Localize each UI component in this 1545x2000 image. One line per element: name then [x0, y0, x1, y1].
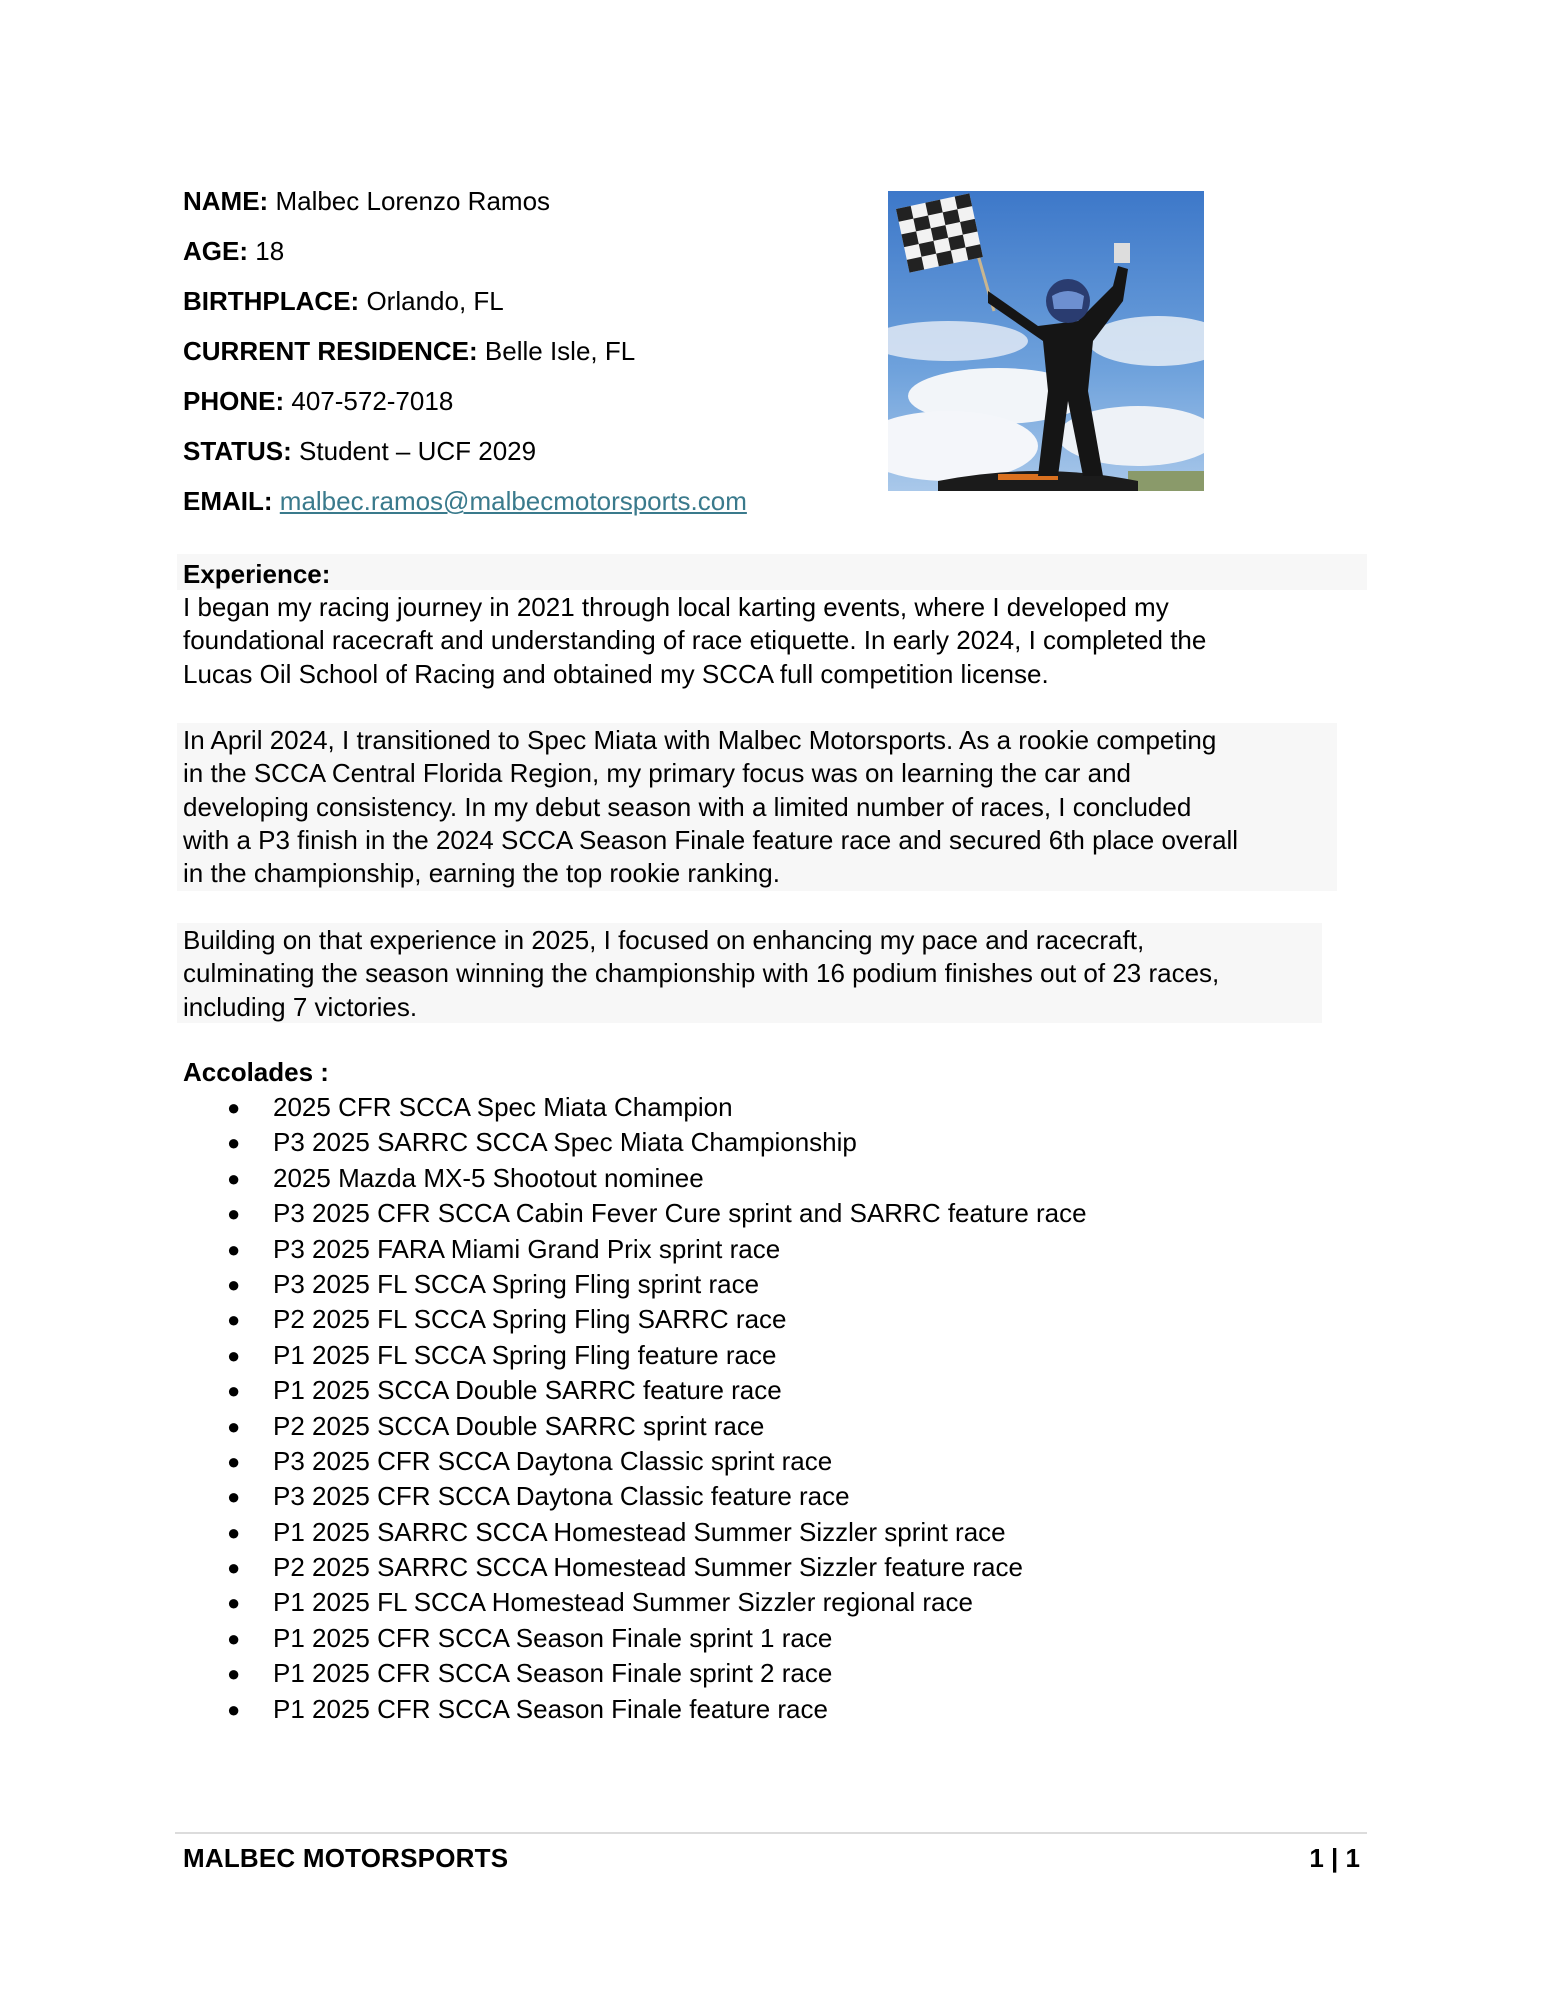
accolade-text: P3 2025 CFR SCCA Daytona Classic feature race	[273, 1481, 850, 1512]
footer-page-number: 1 | 1	[1309, 1843, 1360, 1873]
accolade-item	[183, 1515, 1087, 1550]
phone-label: PHONE:	[183, 386, 285, 416]
bullet-icon: ●	[227, 1342, 241, 1368]
footer-divider	[175, 1832, 1367, 1834]
accolade-item	[183, 1196, 1087, 1231]
accolades-heading: Accolades :	[183, 1057, 329, 1087]
experience-paragraph-2	[183, 724, 1238, 890]
paragraph-line: in the SCCA Central Florida Region, my primary focus was on learning the car and	[183, 758, 1131, 789]
bullet-icon: ●	[227, 1201, 241, 1227]
accolade-text: P1 2025 CFR SCCA Season Finale sprint 1 race	[273, 1622, 833, 1653]
experience-heading: Experience:	[183, 559, 331, 589]
paragraph-line: foundational racecraft and understanding of race etiquette. In early 2024, I completed the	[183, 625, 1207, 656]
experience-heading-highlight	[177, 554, 1367, 590]
accolade-text: P3 2025 SARRC SCCA Spec Miata Championship	[273, 1127, 857, 1158]
accolade-item	[183, 1692, 1087, 1727]
accolade-text: P1 2025 FL SCCA Spring Fling feature race	[273, 1339, 777, 1370]
email-link[interactable]: malbec.ramos@malbecmotorsports.com	[279, 486, 747, 516]
accolade-text: P1 2025 CFR SCCA Season Finale sprint 2 race	[273, 1658, 833, 1689]
email-row	[183, 486, 747, 516]
accolade-text: P3 2025 CFR SCCA Cabin Fever Cure sprint and SARRC feature race	[273, 1198, 1087, 1229]
accolade-item	[183, 1444, 1087, 1479]
residence-row	[183, 336, 635, 366]
residence-label: CURRENT RESIDENCE:	[183, 336, 478, 366]
status-row	[183, 436, 536, 466]
accolade-text: P2 2025 FL SCCA Spring Fling SARRC race	[273, 1304, 787, 1335]
age-value: 18	[255, 236, 285, 266]
bullet-icon: ●	[227, 1448, 241, 1474]
paragraph-line: with a P3 finish in the 2024 SCCA Season Finale feature race and secured 6th place overall	[183, 824, 1239, 855]
bullet-icon: ●	[227, 1484, 241, 1510]
bullet-icon: ●	[227, 1165, 241, 1191]
accolade-text: P3 2025 FL SCCA Spring Fling sprint race	[273, 1268, 760, 1299]
footer-company: MALBEC MOTORSPORTS	[183, 1843, 509, 1873]
bullet-icon: ●	[227, 1625, 241, 1651]
birthplace-row	[183, 286, 504, 316]
paragraph-line: Building on that experience in 2025, I focused on enhancing my pace and racecraft,	[183, 925, 1145, 955]
name-label: NAME:	[183, 186, 269, 216]
accolade-text: P1 2025 SCCA Double SARRC feature race	[273, 1375, 782, 1406]
birthplace-label: BIRTHPLACE:	[183, 286, 360, 316]
bullet-icon: ●	[227, 1307, 241, 1333]
bullet-icon: ●	[227, 1378, 241, 1404]
driver-photo	[888, 191, 1204, 491]
paragraph-line: including 7 victories.	[183, 991, 418, 1022]
accolade-text: 2025 Mazda MX-5 Shootout nominee	[273, 1162, 704, 1193]
bullet-icon: ●	[227, 1555, 241, 1581]
paragraph-line: In April 2024, I transitioned to Spec Miata with Malbec Motorsports. As a rookie competing	[183, 725, 1217, 755]
accolade-item	[183, 1125, 1087, 1160]
status-value: Student – UCF 2029	[299, 436, 537, 466]
accolade-item	[183, 1585, 1087, 1620]
bullet-icon: ●	[227, 1413, 241, 1439]
accolade-item	[183, 1656, 1087, 1691]
email-label: EMAIL:	[183, 486, 273, 516]
phone-value: 407-572-7018	[291, 386, 454, 416]
experience-paragraph-3	[183, 924, 1219, 1024]
accolade-text: P2 2025 SARRC SCCA Homestead Summer Sizzler feature race	[273, 1552, 1023, 1583]
accolade-item	[183, 1550, 1087, 1585]
bullet-icon: ●	[227, 1271, 241, 1297]
name-row	[183, 186, 550, 216]
accolade-item	[183, 1090, 1087, 1125]
paragraph-line: culminating the season winning the championship with 16 podium finishes out of 23 races,	[183, 958, 1220, 989]
age-row	[183, 236, 284, 266]
accolade-item	[183, 1479, 1087, 1514]
accolade-item	[183, 1621, 1087, 1656]
phone-row	[183, 386, 453, 416]
accolade-item	[183, 1161, 1087, 1196]
paragraph-line: in the championship, earning the top rookie ranking.	[183, 858, 780, 889]
name-value: Malbec Lorenzo Ramos	[275, 186, 551, 216]
bullet-icon: ●	[227, 1236, 241, 1262]
accolade-item	[183, 1409, 1087, 1444]
accolade-item	[183, 1338, 1087, 1373]
accolade-item	[183, 1302, 1087, 1337]
bullet-icon: ●	[227, 1095, 241, 1120]
accolade-text: P2 2025 SCCA Double SARRC sprint race	[273, 1410, 765, 1441]
paragraph-line: I began my racing journey in 2021 through local karting events, where I developed my	[183, 592, 1169, 622]
age-label: AGE:	[183, 236, 248, 266]
status-label: STATUS:	[183, 436, 292, 466]
residence-value: Belle Isle, FL	[484, 336, 636, 366]
bullet-icon: ●	[227, 1696, 241, 1722]
accolades-list	[183, 1090, 1087, 1727]
accolade-text: P1 2025 FL SCCA Homestead Summer Sizzler regional race	[273, 1587, 973, 1618]
accolade-text: P1 2025 CFR SCCA Season Finale feature race	[273, 1693, 828, 1724]
accolade-text: 2025 CFR SCCA Spec Miata Champion	[273, 1092, 733, 1122]
bullet-icon: ●	[227, 1661, 241, 1687]
experience-paragraph-1	[183, 591, 1206, 691]
bullet-icon: ●	[227, 1519, 241, 1545]
bullet-icon: ●	[227, 1590, 241, 1616]
accolade-item	[183, 1232, 1087, 1267]
birthplace-value: Orlando, FL	[366, 286, 504, 316]
driver-celebration-photo-icon	[888, 191, 1204, 491]
accolade-text: P3 2025 CFR SCCA Daytona Classic sprint race	[273, 1445, 833, 1476]
paragraph-line: developing consistency. In my debut season with a limited number of races, I concluded	[183, 791, 1192, 822]
accolade-text: P1 2025 SARRC SCCA Homestead Summer Sizzler sprint race	[273, 1516, 1006, 1547]
bullet-icon: ●	[227, 1130, 241, 1156]
accolade-item	[183, 1267, 1087, 1302]
accolade-text: P3 2025 FARA Miami Grand Prix sprint race	[273, 1233, 781, 1264]
paragraph-line: Lucas Oil School of Racing and obtained my SCCA full competition license.	[183, 658, 1049, 689]
accolade-item	[183, 1373, 1087, 1408]
